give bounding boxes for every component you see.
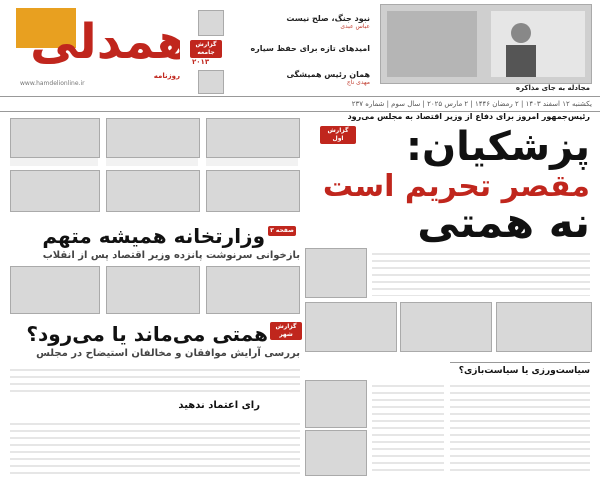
portrait [106,170,200,212]
right-column-body [450,380,590,474]
portrait [10,170,100,212]
logo-text: همدلی [30,14,180,70]
top-photo-caption: مجادله به جای مذاکره [515,84,590,92]
portrait [206,118,300,158]
teaser-2-badge: گزارش جامعه [190,40,222,58]
section-2-title[interactable]: همتی می‌ماند یا می‌رود؟ [26,322,268,346]
teaser-3-photo [198,70,224,94]
portrait [106,118,200,158]
date-bar [0,96,600,112]
masthead-website: www.hamdelionline.ir [20,80,85,87]
teaser-2[interactable] [225,44,370,53]
portrait [400,302,492,352]
portrait [305,248,367,298]
teaser-1[interactable] [230,14,370,30]
section-1-badge: صفحه ۳ [268,226,296,236]
divider [450,362,590,363]
section-2-body-2 [10,418,300,474]
headline-1: پزشکیان: [406,124,590,170]
portrait [106,266,200,314]
portrait [305,302,397,352]
section-2-subtitle: بررسی آرایش موافقان و مخالفان استیضاح در مجلس [36,348,300,359]
headline-3: نه همتی [417,198,590,247]
portrait [10,118,100,158]
portrait-caption [10,158,98,166]
portrait [206,266,300,314]
top-photo [380,4,592,84]
portrait-caption [206,158,298,166]
headline-2: مقصر تحریم است [322,169,590,204]
portrait [206,170,300,212]
teaser-3-title: همان رئیس همیشگی [286,70,370,79]
portrait [305,430,367,476]
section-2-badge: گزارش شهر [270,322,302,340]
teaser-3[interactable] [230,70,370,86]
section-2-kicker: رای اعتماد ندهید [178,400,260,411]
teaser-3-author: مهدی ناج [346,79,370,86]
teaser-2-page: ۲۰۱۳ [192,58,210,66]
portrait [10,266,100,314]
right-column-title[interactable]: سیاست‌ورزی یا سیاست‌بازی؟ [458,366,590,376]
teaser-1-photo [198,10,224,36]
teaser-1-author: عباس عبدی [340,23,370,30]
masthead-subtitle: روزنامه [153,72,180,80]
main-badge: گزارش اول [320,126,356,144]
section-2-body [10,364,300,394]
portrait [305,380,367,428]
teaser-1-title: نبود جنگ، صلح نیست [286,14,370,23]
newspaper-logo [10,6,180,76]
minister-portraits-top [10,118,300,218]
portrait [496,302,592,352]
main-kicker: رئیس‌جمهور امروز برای دفاع از وزیر اقتصاد به مجلس می‌رود [347,112,590,121]
section-1-subtitle: بازخوانی سرنوشت پانزده وزیر اقتصاد پس از انقلاب [42,250,300,261]
date-line: یکشنبه ۱۲ اسفند ۱۴۰۳ | ۲ رمضان ۱۴۴۶ | ۲ مارس ۲۰۲۵ | سال سوم | شماره ۲۳۷ [351,100,592,108]
section-1-title[interactable]: وزارتخانه همیشه متهم [42,224,265,248]
middle-column-body [372,380,444,474]
portrait-caption [106,158,198,166]
main-article-body [372,248,590,296]
teaser-2-title: امیدهای تازه برای حفظ سیاره [250,44,370,53]
